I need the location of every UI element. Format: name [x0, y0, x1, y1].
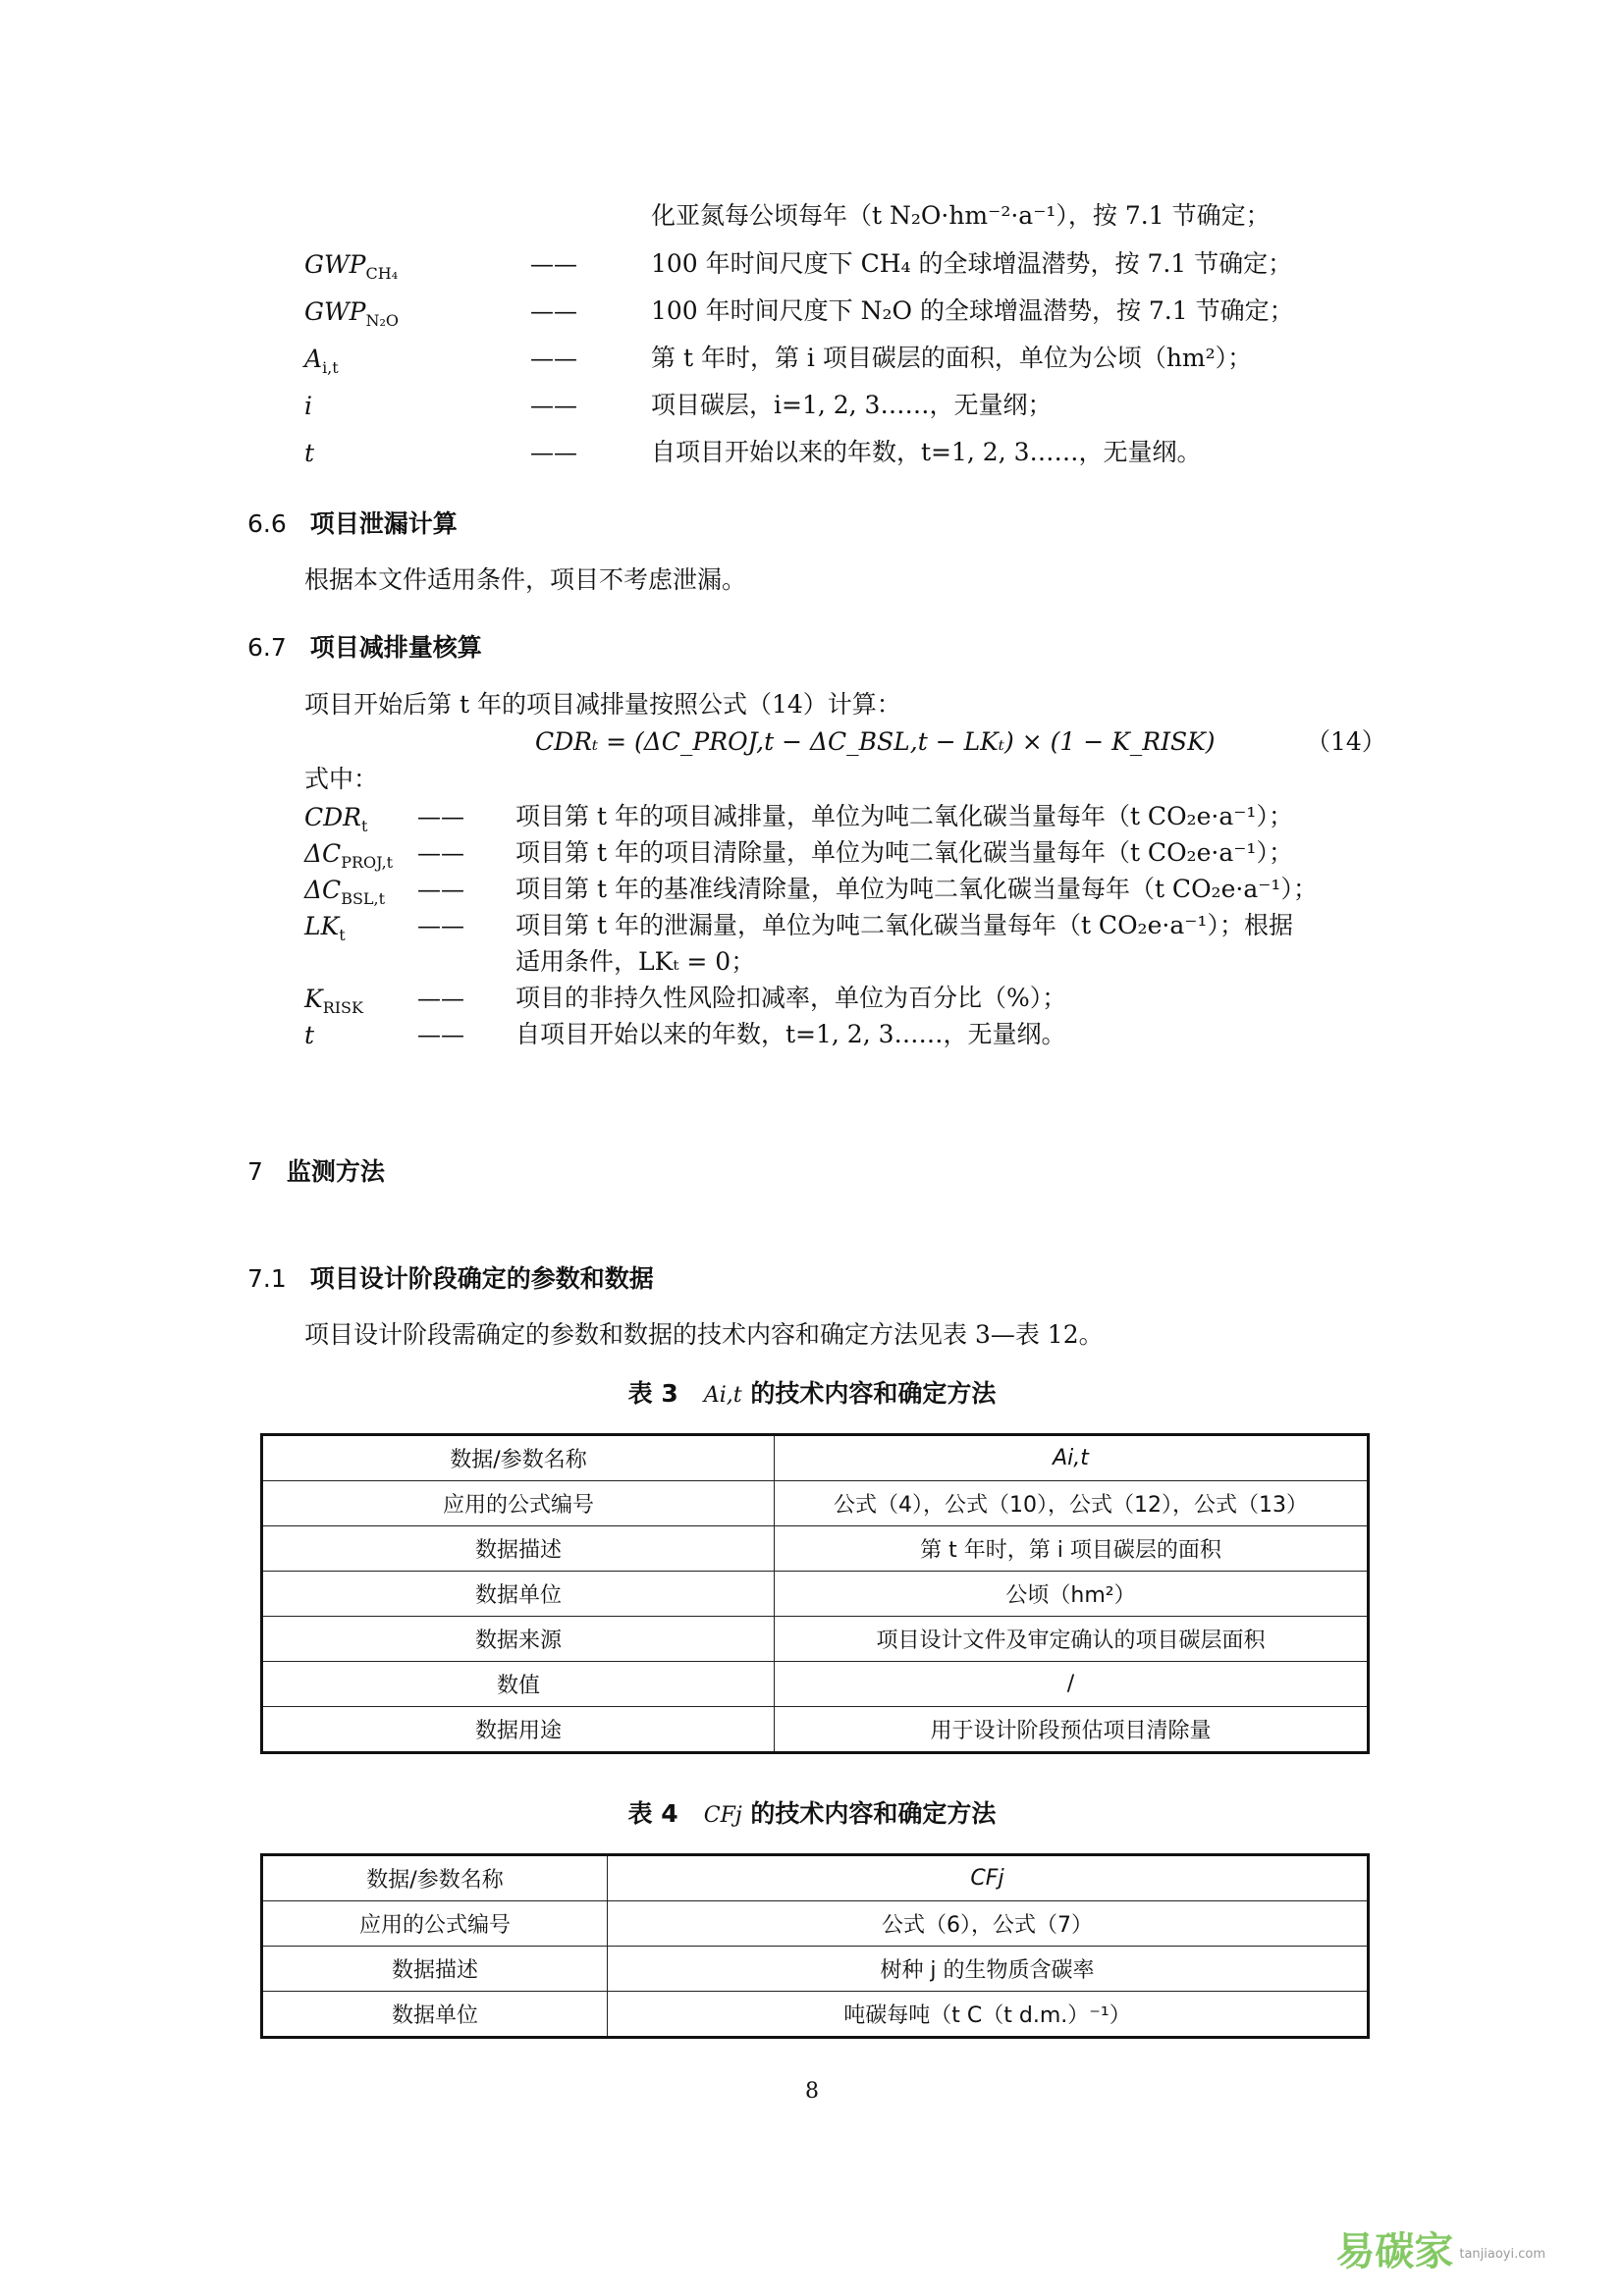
- section-heading-6-7: 6.7 项目减排量核算: [247, 633, 482, 662]
- table-row: [262, 1617, 1369, 1662]
- definition-symbol: $LK_t$: [304, 912, 346, 944]
- definition-dash: ——: [530, 250, 577, 278]
- page-number: 8: [805, 2079, 819, 2104]
- table-value-cell: 第 t 年时，第 i 项目碳层的面积: [775, 1526, 1369, 1572]
- table-label-cell: 数据/参数名称: [262, 1435, 775, 1481]
- table-label-cell: 数据/参数名称: [262, 1855, 608, 1901]
- definition-dash: ——: [530, 439, 577, 466]
- table-4: [260, 1853, 1370, 2039]
- table-row: [262, 1707, 1369, 1753]
- section-7-1-text: 项目设计阶段需确定的参数和数据的技术内容和确定方法见表 3—表 12。: [304, 1320, 1104, 1349]
- table-row: [262, 1901, 1369, 1947]
- definition-dash: ——: [417, 876, 464, 903]
- definition-symbol: t: [304, 1021, 315, 1049]
- definition-dash: ——: [417, 985, 464, 1012]
- definition-description: 100 年时间尺度下 N₂O 的全球增温潜势，按 7.1 节确定；: [651, 296, 1294, 325]
- watermark-logo: 易碳家 tanjiaoyi.com: [1335, 2229, 1545, 2274]
- definition-description: 自项目开始以来的年数，t=1, 2, 3……，无量纲。: [515, 1020, 1066, 1048]
- table-value-cell: 公式（6），公式（7）: [608, 1901, 1369, 1947]
- definition-symbol: t: [304, 439, 315, 467]
- definition-description: 项目碳层，i=1, 2, 3……，无量纲；: [651, 391, 1053, 419]
- section-heading-6-6: 6.6 项目泄漏计算: [247, 509, 458, 538]
- definition-description: 适用条件，LKₜ = 0；: [515, 947, 756, 976]
- table-value-cell: CFj: [608, 1855, 1369, 1901]
- table-value-cell: Ai,t: [775, 1435, 1369, 1481]
- where-label: 式中：: [304, 765, 379, 793]
- section-heading-7-1: 7.1 项目设计阶段确定的参数和数据: [247, 1264, 654, 1293]
- table-4-title: 表 4 CFj 的技术内容和确定方法: [627, 1799, 997, 1828]
- definition-description: 项目第 t 年的泄漏量，单位为吨二氧化碳当量每年（t CO₂e·a⁻¹）；根据: [515, 911, 1293, 939]
- table-value-cell: 用于设计阶段预估项目清除量: [775, 1707, 1369, 1753]
- definition-description: 项目第 t 年的基准线清除量，单位为吨二氧化碳当量每年（t CO₂e·a⁻¹）；: [515, 875, 1318, 903]
- table-value-cell: 公式（4），公式（10），公式（12），公式（13）: [775, 1481, 1369, 1526]
- table-label-cell: 数据描述: [262, 1947, 608, 1992]
- definition-description: 项目第 t 年的项目清除量，单位为吨二氧化碳当量每年（t CO₂e·a⁻¹）；: [515, 838, 1293, 867]
- table-label-cell: 数据来源: [262, 1617, 775, 1662]
- table-label-cell: 数据单位: [262, 1992, 608, 2038]
- definition-symbol: $GWP_{CH_4}$: [304, 250, 399, 283]
- table-value-cell: 项目设计文件及审定确认的项目碳层面积: [775, 1617, 1369, 1662]
- table-value-cell: 树种 j 的生物质含碳率: [608, 1947, 1369, 1992]
- definition-description: 自项目开始以来的年数，t=1, 2, 3……，无量纲。: [651, 438, 1202, 466]
- table-row: [262, 1662, 1369, 1707]
- table-value-cell: /: [775, 1662, 1369, 1707]
- definition-symbol: $CDR_t$: [304, 803, 368, 835]
- table-row: [262, 1992, 1369, 2038]
- definition-description: 第 t 年时，第 i 项目碳层的面积，单位为公顷（hm²）；: [651, 344, 1253, 372]
- table-label-cell: 数据用途: [262, 1707, 775, 1753]
- definition-dash: ——: [417, 839, 464, 867]
- table-row: [262, 1435, 1369, 1481]
- definition-dash: ——: [417, 1021, 464, 1048]
- formula-number: （14）: [1306, 727, 1386, 756]
- section-6-7-intro: 项目开始后第 t 年的项目减排量按照公式（14）计算：: [304, 690, 901, 719]
- table-value-cell: 吨碳每吨（t C（t d.m.）⁻¹）: [608, 1992, 1369, 2038]
- definition-dash: ——: [530, 297, 577, 325]
- definition-dash: ——: [530, 345, 577, 372]
- table-label-cell: 数据单位: [262, 1572, 775, 1617]
- definition-description: 100 年时间尺度下 CH₄ 的全球增温潜势，按 7.1 节确定；: [651, 249, 1293, 278]
- table-3: [260, 1433, 1370, 1754]
- table-row: [262, 1481, 1369, 1526]
- definition-dash: ——: [530, 392, 577, 419]
- table-row: [262, 1947, 1369, 1992]
- definition-symbol: $K_{RISK}$: [304, 985, 363, 1017]
- definition-dash: ——: [417, 803, 464, 830]
- table-3-title: 表 3 Ai,t 的技术内容和确定方法: [627, 1379, 997, 1408]
- formula-14: CDRₜ = (ΔC_PROJ,t − ΔC_BSL,t − LKₜ) × (1 − K_RISK): [535, 727, 1216, 756]
- definition-symbol: $GWP_{N_2O}$: [304, 297, 400, 330]
- table-label-cell: 数据描述: [262, 1526, 775, 1572]
- definition-symbol: $A_{i,t}$: [304, 345, 339, 377]
- definition-symbol: i: [304, 392, 312, 420]
- section-6-6-text: 根据本文件适用条件，项目不考虑泄漏。: [304, 565, 747, 594]
- definition-description: 项目第 t 年的项目减排量，单位为吨二氧化碳当量每年（t CO₂e·a⁻¹）；: [515, 802, 1293, 830]
- table-label-cell: 应用的公式编号: [262, 1481, 775, 1526]
- definition-continuation: 化亚氮每公顷每年（t N₂O·hm⁻²·a⁻¹），按 7.1 节确定；: [651, 201, 1271, 230]
- section-heading-7: 7 监测方法: [247, 1157, 385, 1186]
- definition-symbol: $\Delta C_{BSL,t}$: [304, 876, 386, 908]
- table-row: [262, 1572, 1369, 1617]
- table-value-cell: 公顷（hm²）: [775, 1572, 1369, 1617]
- table-label-cell: 应用的公式编号: [262, 1901, 608, 1947]
- definition-symbol: $\Delta C_{PROJ,t}$: [304, 839, 394, 872]
- definition-dash: ——: [417, 912, 464, 939]
- table-row: [262, 1526, 1369, 1572]
- definition-description: 项目的非持久性风险扣减率，单位为百分比（%）；: [515, 984, 1067, 1012]
- table-label-cell: 数值: [262, 1662, 775, 1707]
- table-row: [262, 1855, 1369, 1901]
